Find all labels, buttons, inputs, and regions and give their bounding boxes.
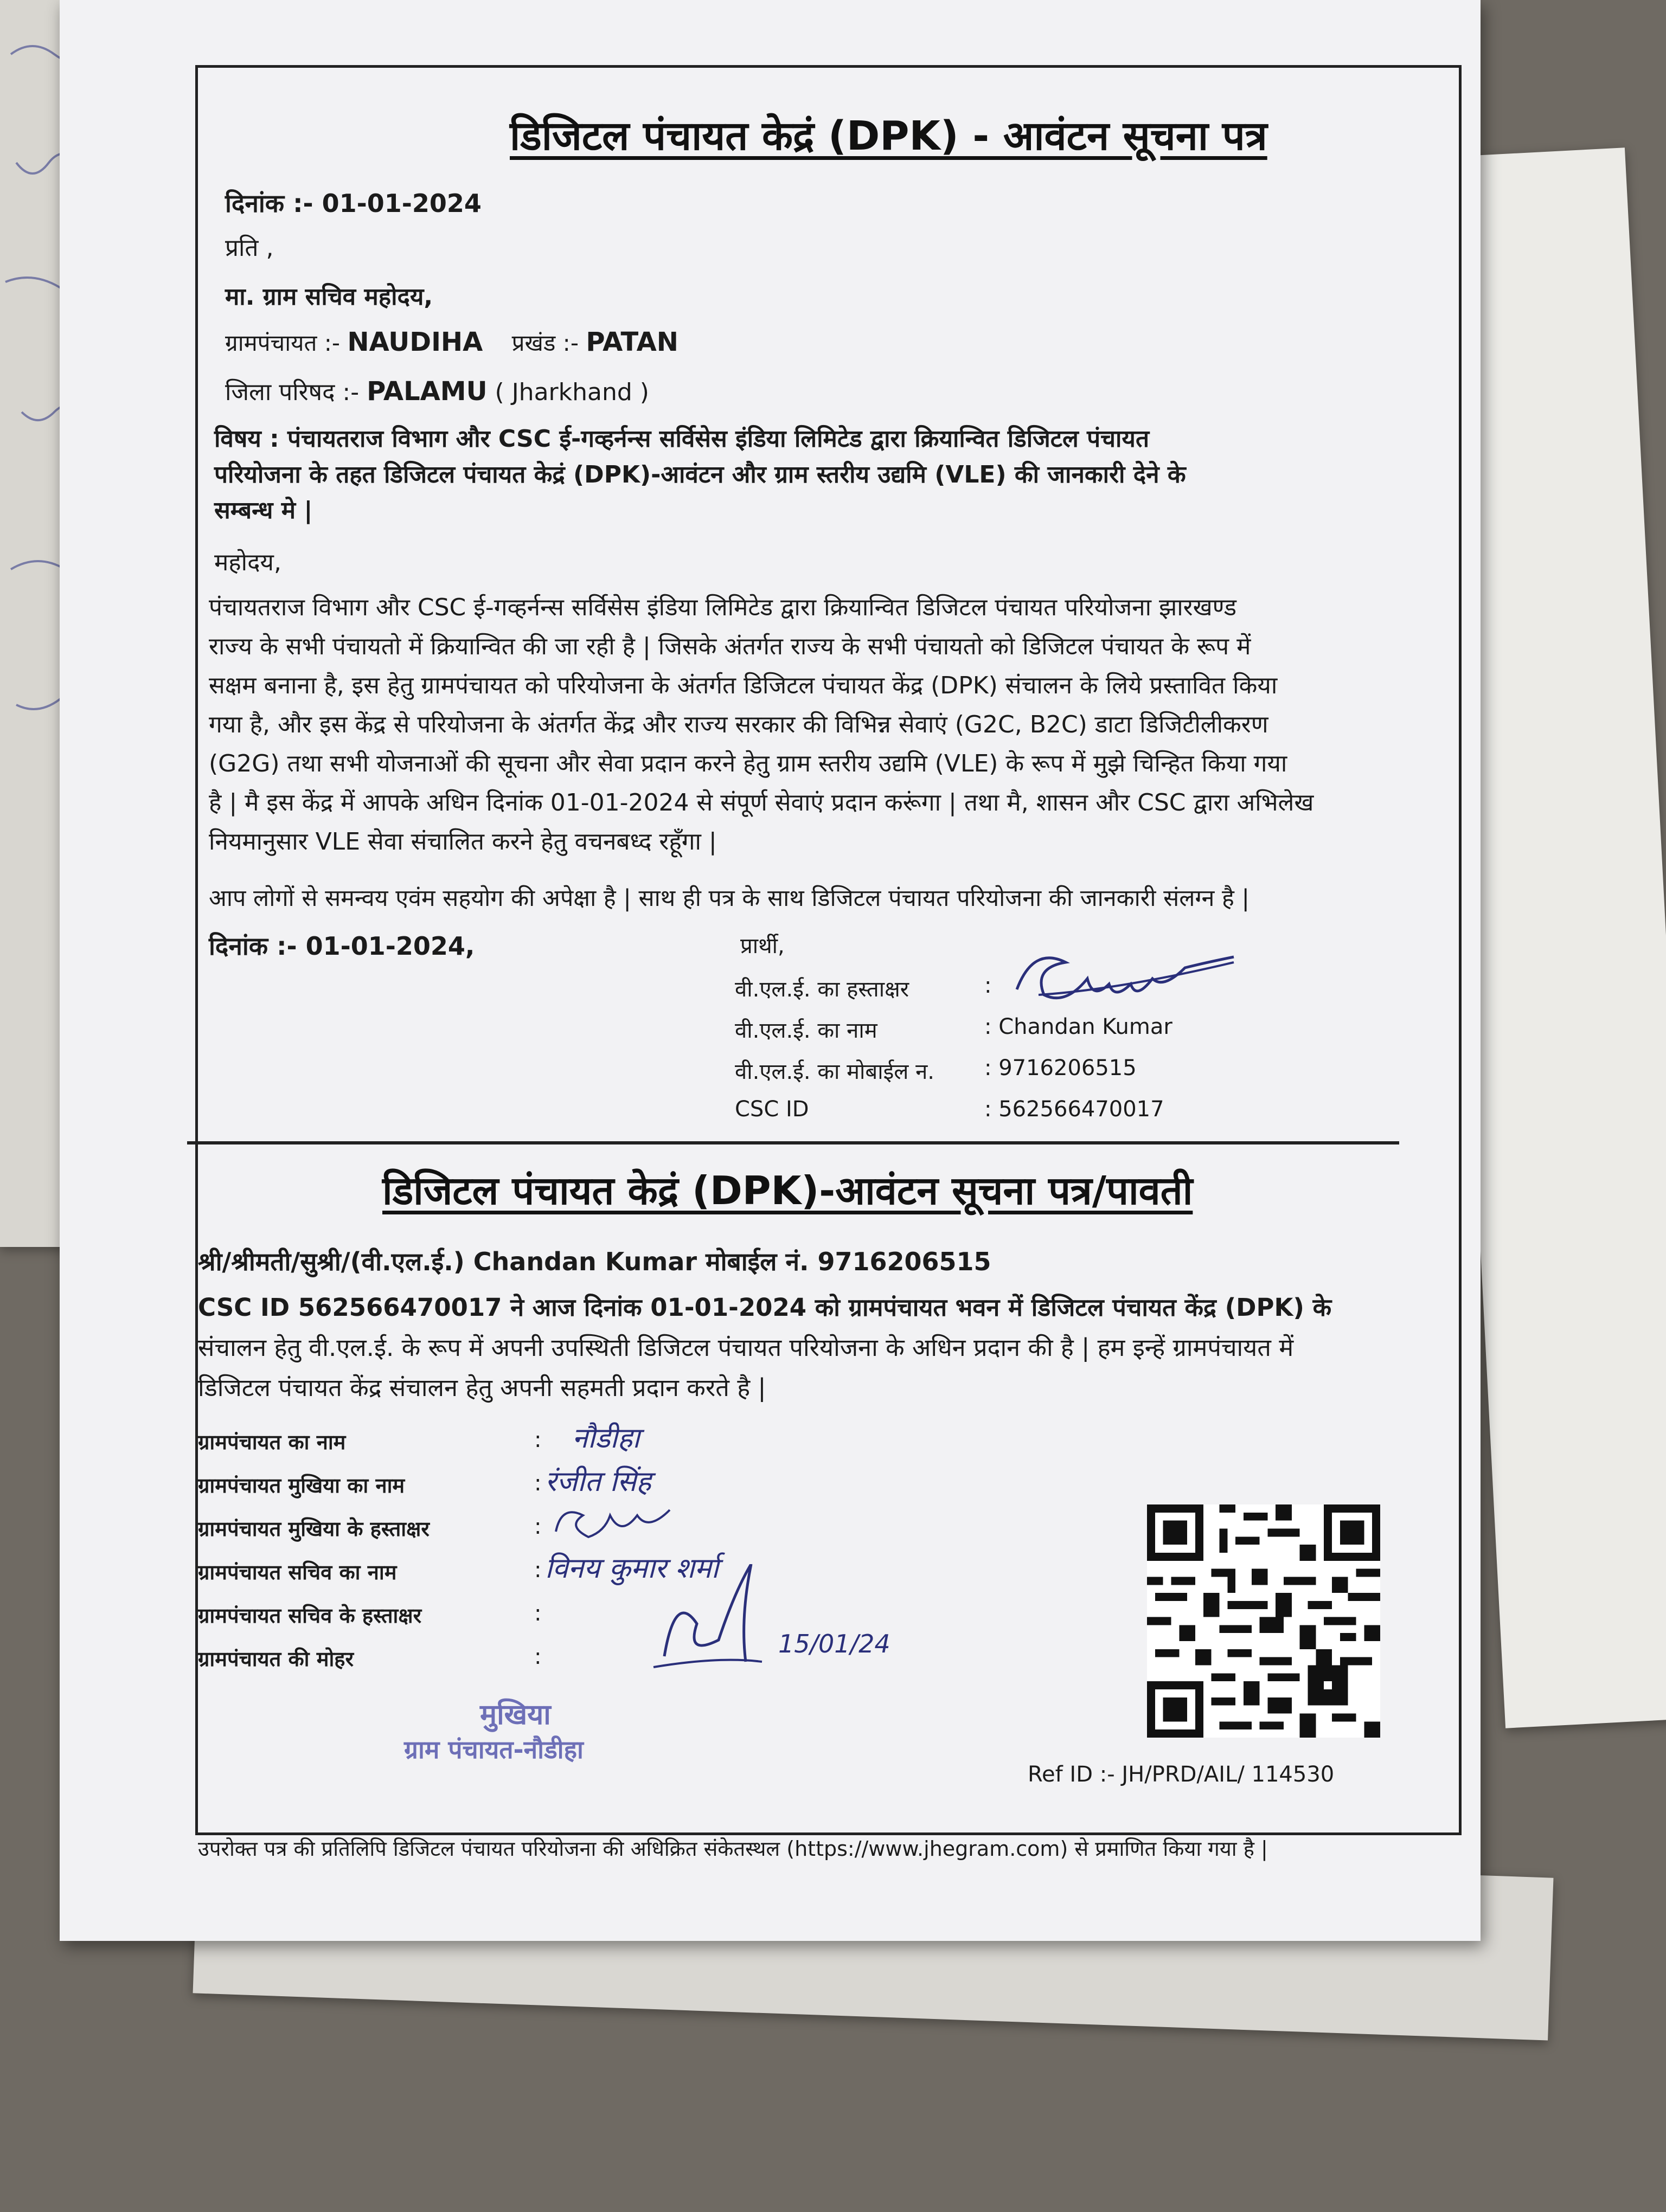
body-line: राज्य के सभी पंचायतो में क्रियान्वित की जा रही है | जिसके अंतर्गत राज्य के सभी पंचायतो को डिजिटल पंचायत के रूप में [209, 633, 1251, 660]
district-value: PALAMU [367, 376, 488, 407]
body-line: है | मै इस केंद्र में आपके अधिन दिनांक 01-01-2024 से संपूर्ण सेवाएं प्रदान करूंगा | तथा मै, शासन और CSC द्वारा अभिलेख [209, 789, 1314, 816]
document-title: डिजिटल पंचायत केद्रं (DPK) - आवंटन सूचना पत्र [510, 113, 1267, 159]
section-divider [187, 1141, 1399, 1144]
receipt-paragraph [198, 1288, 1445, 1408]
applicant-label: प्रार्थी, [740, 934, 785, 959]
district-label: जिला परिषद :- [225, 378, 360, 406]
receipt-person-line: श्री/श्रीमती/सुश्री/(वी.एल.ई.) Chandan Kumar मोबाईल नं. 9716206515 [198, 1247, 991, 1276]
subject-line: परियोजना के तहत डिजिटल पंचायत केद्रं (DPK)-आवंटन और ग्राम स्तरीय उद्यमि (VLE) की जानकारी देने के [214, 461, 1186, 488]
subject-block [214, 421, 1445, 529]
district-line [225, 375, 649, 407]
body-line: पंचायतराज विभाग और CSC ई-गव्हर्नन्स सर्विसेस इंडिया लिमिटेड द्वारा क्रियान्वित डिजिटल पंचायत परियोजना झारखण्ड [209, 594, 1237, 621]
vle-sign-label: वी.एल.ई. का हस्ताक्षर [735, 977, 909, 1002]
panchayat-stamp-name: ग्राम पंचायत-नौडीहा [404, 1735, 584, 1764]
form-colon: : [534, 1644, 542, 1669]
gram-panchayat-line [225, 327, 678, 358]
date-line-2: दिनांक :- 01-01-2024, [209, 931, 475, 961]
form-label-sachiv-sign: ग्रामपंचायत सचिव के हस्ताक्षर [198, 1604, 422, 1628]
gram-value: NAUDIHA [347, 327, 483, 357]
document-frame [195, 65, 1462, 1861]
vle-name-value: : Chandan Kumar [984, 1014, 1172, 1039]
form-label-panchayat-name: ग्रामपंचायत का नाम [198, 1430, 346, 1454]
receipt-line: CSC ID 562566470017 ने आज दिनांक 01-01-2024 को ग्रामपंचायत भवन में डिजिटल पंचायत केंद्र (DPK) के [198, 1293, 1332, 1322]
sachiv-signature [643, 1564, 805, 1683]
document-sheet [60, 0, 1481, 1941]
body-paragraph [209, 588, 1456, 861]
vle-name-label: वी.एल.ई. का नाम [735, 1018, 877, 1043]
receipt-line: डिजिटल पंचायत केंद्र संचालन हेतु अपनी सहमती प्रदान करते है | [198, 1373, 766, 1402]
form-label-mukhiya-sign: ग्रामपंचायत मुखिया के हस्ताक्षर [198, 1517, 430, 1541]
addressee: मा. ग्राम सचिव महोदय, [225, 283, 433, 311]
gram-label: ग्रामपंचायत :- [225, 330, 341, 356]
state-value: ( Jharkhand ) [495, 378, 649, 406]
vle-mobile-label: वी.एल.ई. का मोबाईल न. [735, 1059, 935, 1084]
footer-note: उपरोक्त पत्र की प्रतिलिपि डिजिटल पंचायत परियोजना की अधिक्रित संकेतस्थल (https://www.jhegram.com) से प्रमाणित किया गया है | [198, 1837, 1268, 1861]
salutation: महोदय, [214, 549, 281, 576]
date-line: दिनांक :- 01-01-2024 [225, 189, 482, 218]
block-label: प्रखंड :- [511, 330, 579, 356]
form-label-mukhiya-name: ग्रामपंचायत मुखिया का नाम [198, 1474, 405, 1497]
block-value: PATAN [586, 327, 678, 357]
form-colon: : [534, 1601, 542, 1626]
receipt-line: संचालन हेतु वी.एल.ई. के रूप में अपनी उपस्थिती डिजिटल पंचायत परियोजना के अधिन प्रदान की है | हम इन्हें ग्रामपंचायत में [198, 1333, 1294, 1362]
form-colon: : [534, 1558, 542, 1583]
receipt-title: डिजिटल पंचायत केद्रं (DPK)-आवंटन सूचना पत्र/पावती [382, 1168, 1193, 1213]
subject-line: सम्बन्ध मे | [214, 497, 313, 524]
form-label-seal: ग्रामपंचायत की मोहर [198, 1647, 354, 1671]
ref-id: Ref ID :- JH/PRD/AIL/ 114530 [1028, 1762, 1335, 1787]
csc-id-value: : 562566470017 [984, 1097, 1164, 1122]
vle-signature [1006, 941, 1245, 1011]
body-line: (G2G) तथा सभी योजनाओं की सूचना और सेवा प्रदान करने हेतु ग्राम स्तरीय उद्यमि (VLE) के रूप में मुझे चिन्हित किया गया [209, 750, 1287, 777]
form-colon: : [534, 1514, 542, 1539]
body-line: गया है, और इस केंद्र से परियोजना के अंतर्गत केंद्र और राज्य सरकार की विभिन्न सेवाएं (G2C, B2C) डाटा डिजिटीलीकरण [209, 711, 1268, 738]
vle-sign-colon: : [984, 973, 992, 998]
mukhiya-signature [545, 1499, 708, 1548]
form-colon: : [534, 1427, 542, 1452]
prati-text: प्रति , [225, 234, 274, 262]
form-colon: : [534, 1471, 542, 1496]
csc-id-label: CSC ID [735, 1097, 809, 1122]
body-line: नियमानुसार VLE सेवा संचालित करने हेतु वचनबध्द रहूँगा | [209, 828, 717, 856]
body-line: सक्षम बनाना है, इस हेतु ग्रामपंचायत को परियोजना के अंतर्गत डिजिटल पंचायत केंद्र (DPK) संचालन के लिये प्रस्तावित किया [209, 672, 1278, 699]
handwritten-mukhiya-name: रंजीत सिंह [545, 1465, 651, 1498]
vle-mobile-value: : 9716206515 [984, 1056, 1137, 1081]
qr-code [1147, 1504, 1380, 1738]
subject-line: विषय : पंचायतराज विभाग और CSC ई-गव्हर्नन्स सर्विसेस इंडिया लिमिटेड द्वारा क्रियान्वित डिजिटल पंचायत [214, 425, 1150, 453]
handwritten-sachiv-name: विनय कुमार शर्मा [545, 1552, 719, 1585]
panchayat-stamp-title: मुखिया [480, 1699, 551, 1731]
handwritten-panchayat-name: नौडीहा [572, 1422, 640, 1455]
cooperation-line: आप लोगों से समन्वय एवंम सहयोग की अपेक्षा है | साथ ही पत्र के साथ डिजिटल पंचायत परियोजना की जानकारी संलग्न है | [209, 885, 1250, 912]
form-label-sachiv-name: ग्रामपंचायत सचिव का नाम [198, 1560, 397, 1584]
handwritten-sachiv-sign-note: 15/01/24 [778, 1629, 890, 1658]
